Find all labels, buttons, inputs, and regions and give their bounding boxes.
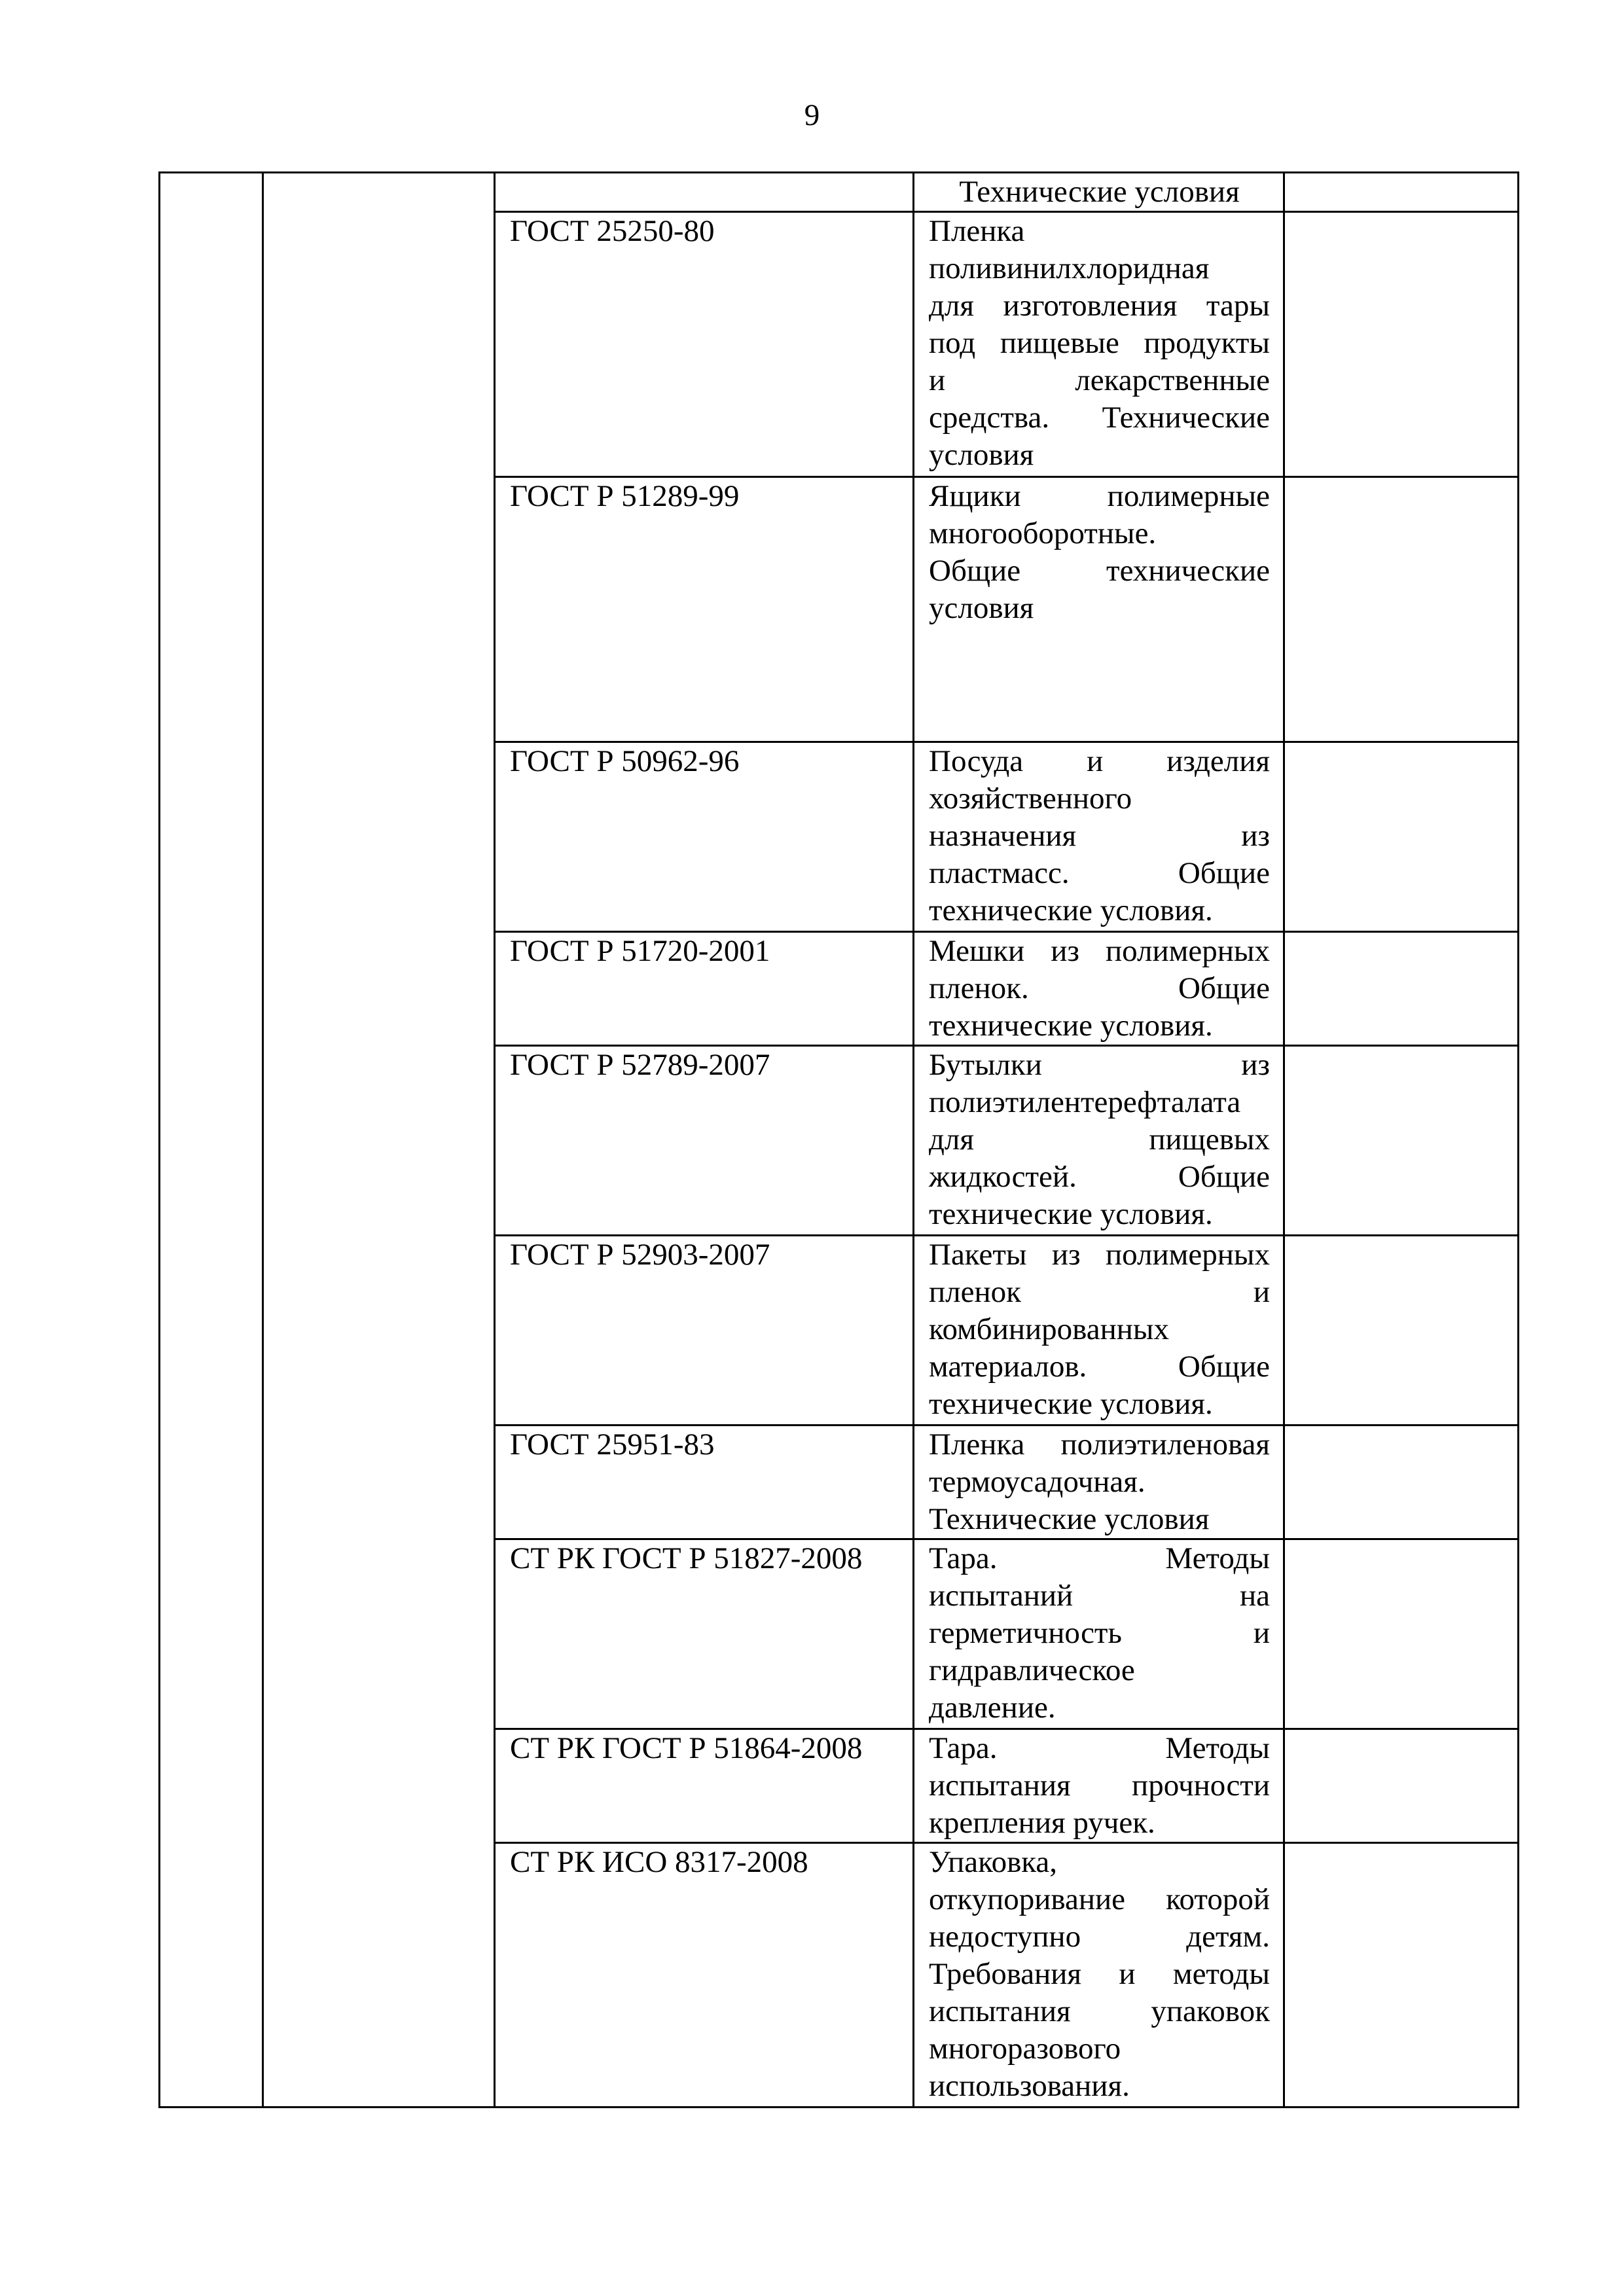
description-line: и лекарственные xyxy=(929,363,1270,397)
empty-cell-col5 xyxy=(1284,1426,1519,1539)
description-line: технические условия. xyxy=(929,893,1213,927)
standard-description xyxy=(914,1843,1284,2108)
description-line: испытания прочности xyxy=(929,1768,1270,1803)
standard-code: ГОСТ Р 52789-2007 xyxy=(495,1046,914,1236)
description-line: комбинированных xyxy=(929,1312,1169,1346)
standard-code: ГОСТ Р 51720-2001 xyxy=(495,932,914,1046)
empty-cell-col5 xyxy=(1284,1236,1519,1426)
standard-description xyxy=(914,742,1284,932)
empty-cell-col5 xyxy=(1284,1843,1519,2108)
description-line: многоразового xyxy=(929,2032,1121,2066)
description-line: Технические условия xyxy=(929,1502,1210,1536)
standard-code: СТ РК ИСО 8317-2008 xyxy=(495,1843,914,2108)
description-line: поливинилхлоридная xyxy=(929,251,1210,285)
empty-cell-col5 xyxy=(1284,742,1519,932)
description-line: полиэтилентерефталата xyxy=(929,1085,1241,1119)
description-line: пленок. Общие xyxy=(929,971,1270,1005)
standard-description xyxy=(914,212,1284,477)
description-line: для изготовления тары xyxy=(929,289,1270,323)
standard-code: ГОСТ 25951-83 xyxy=(495,1426,914,1539)
standard-description xyxy=(914,1539,1284,1729)
description-line: пленок и xyxy=(929,1275,1270,1309)
empty-cell-col1 xyxy=(160,173,263,2108)
description-line: откупоривание которой xyxy=(929,1882,1270,1916)
empty-cell-col5 xyxy=(1284,173,1519,212)
description-line: давление. xyxy=(929,1691,1056,1725)
description-line: технические условия. xyxy=(929,1387,1213,1421)
description-line: герметичность и xyxy=(929,1616,1270,1650)
empty-cell-col5 xyxy=(1284,1046,1519,1236)
standards-table xyxy=(158,171,1519,2108)
description-line: Тара. Методы xyxy=(929,1541,1270,1575)
description-line: Посуда и изделия xyxy=(929,744,1270,778)
description-line: для пищевых xyxy=(929,1122,1270,1157)
standard-description xyxy=(914,173,1284,212)
description-line: Технические условия xyxy=(959,175,1240,209)
standard-description xyxy=(914,1426,1284,1539)
description-line: пластмасс. Общие xyxy=(929,856,1270,890)
description-line: испытания упаковок xyxy=(929,1994,1270,2028)
description-line: условия xyxy=(929,438,1034,472)
description-line: Упаковка, xyxy=(929,1845,1058,1879)
page-number: 9 xyxy=(804,98,820,132)
standard-code: ГОСТ 25250-80 xyxy=(495,212,914,477)
empty-cell-col5 xyxy=(1284,1539,1519,1729)
description-line: жидкостей. Общие xyxy=(929,1160,1270,1194)
description-line: Мешки из полимерных xyxy=(929,934,1270,968)
description-line: Пленка полиэтиленовая xyxy=(929,1427,1270,1462)
description-line: Ящики полимерные xyxy=(929,479,1270,513)
description-line: крепления ручек. xyxy=(929,1806,1155,1840)
description-line: Требования и методы xyxy=(929,1957,1270,1991)
description-line: гидравлическое xyxy=(929,1653,1135,1687)
standard-code: СТ РК ГОСТ Р 51864-2008 xyxy=(495,1729,914,1843)
standard-description xyxy=(914,1729,1284,1843)
description-line: технические условия. xyxy=(929,1009,1213,1043)
standard-description xyxy=(914,1046,1284,1236)
description-line: использования. xyxy=(929,2069,1130,2103)
standard-code: ГОСТ Р 51289-99 xyxy=(495,477,914,742)
description-line: материалов. Общие xyxy=(929,1350,1270,1384)
empty-cell-col5 xyxy=(1284,1729,1519,1843)
description-line: хозяйственного xyxy=(929,781,1132,816)
standard-code: ГОСТ Р 50962-96 xyxy=(495,742,914,932)
description-line: Общие технические xyxy=(929,554,1270,588)
empty-cell-col5 xyxy=(1284,212,1519,477)
description-line: многооборотные. xyxy=(929,516,1157,550)
table-row xyxy=(160,173,1519,212)
description-line: Пакеты из полимерных xyxy=(929,1238,1270,1272)
description-line: Тара. Методы xyxy=(929,1731,1270,1765)
standard-code xyxy=(495,173,914,212)
empty-cell-col5 xyxy=(1284,477,1519,742)
description-line: Пленка xyxy=(929,214,1025,248)
empty-cell-col2 xyxy=(263,173,495,2108)
standard-code: СТ РК ГОСТ Р 51827-2008 xyxy=(495,1539,914,1729)
standard-description xyxy=(914,1236,1284,1426)
description-line: технические условия. xyxy=(929,1197,1213,1231)
description-line: назначения из xyxy=(929,819,1270,853)
empty-cell-col5 xyxy=(1284,932,1519,1046)
standard-description xyxy=(914,477,1284,742)
description-line: условия xyxy=(929,591,1034,625)
standard-code: ГОСТ Р 52903-2007 xyxy=(495,1236,914,1426)
description-line: термоусадочная. xyxy=(929,1465,1146,1499)
description-line: испытаний на xyxy=(929,1579,1270,1613)
standard-description xyxy=(914,932,1284,1046)
description-line: под пищевые продукты xyxy=(929,326,1270,360)
description-line: Бутылки из xyxy=(929,1048,1270,1082)
description-line: недоступно детям. xyxy=(929,1920,1270,1954)
description-line: средства. Технические xyxy=(929,401,1270,435)
